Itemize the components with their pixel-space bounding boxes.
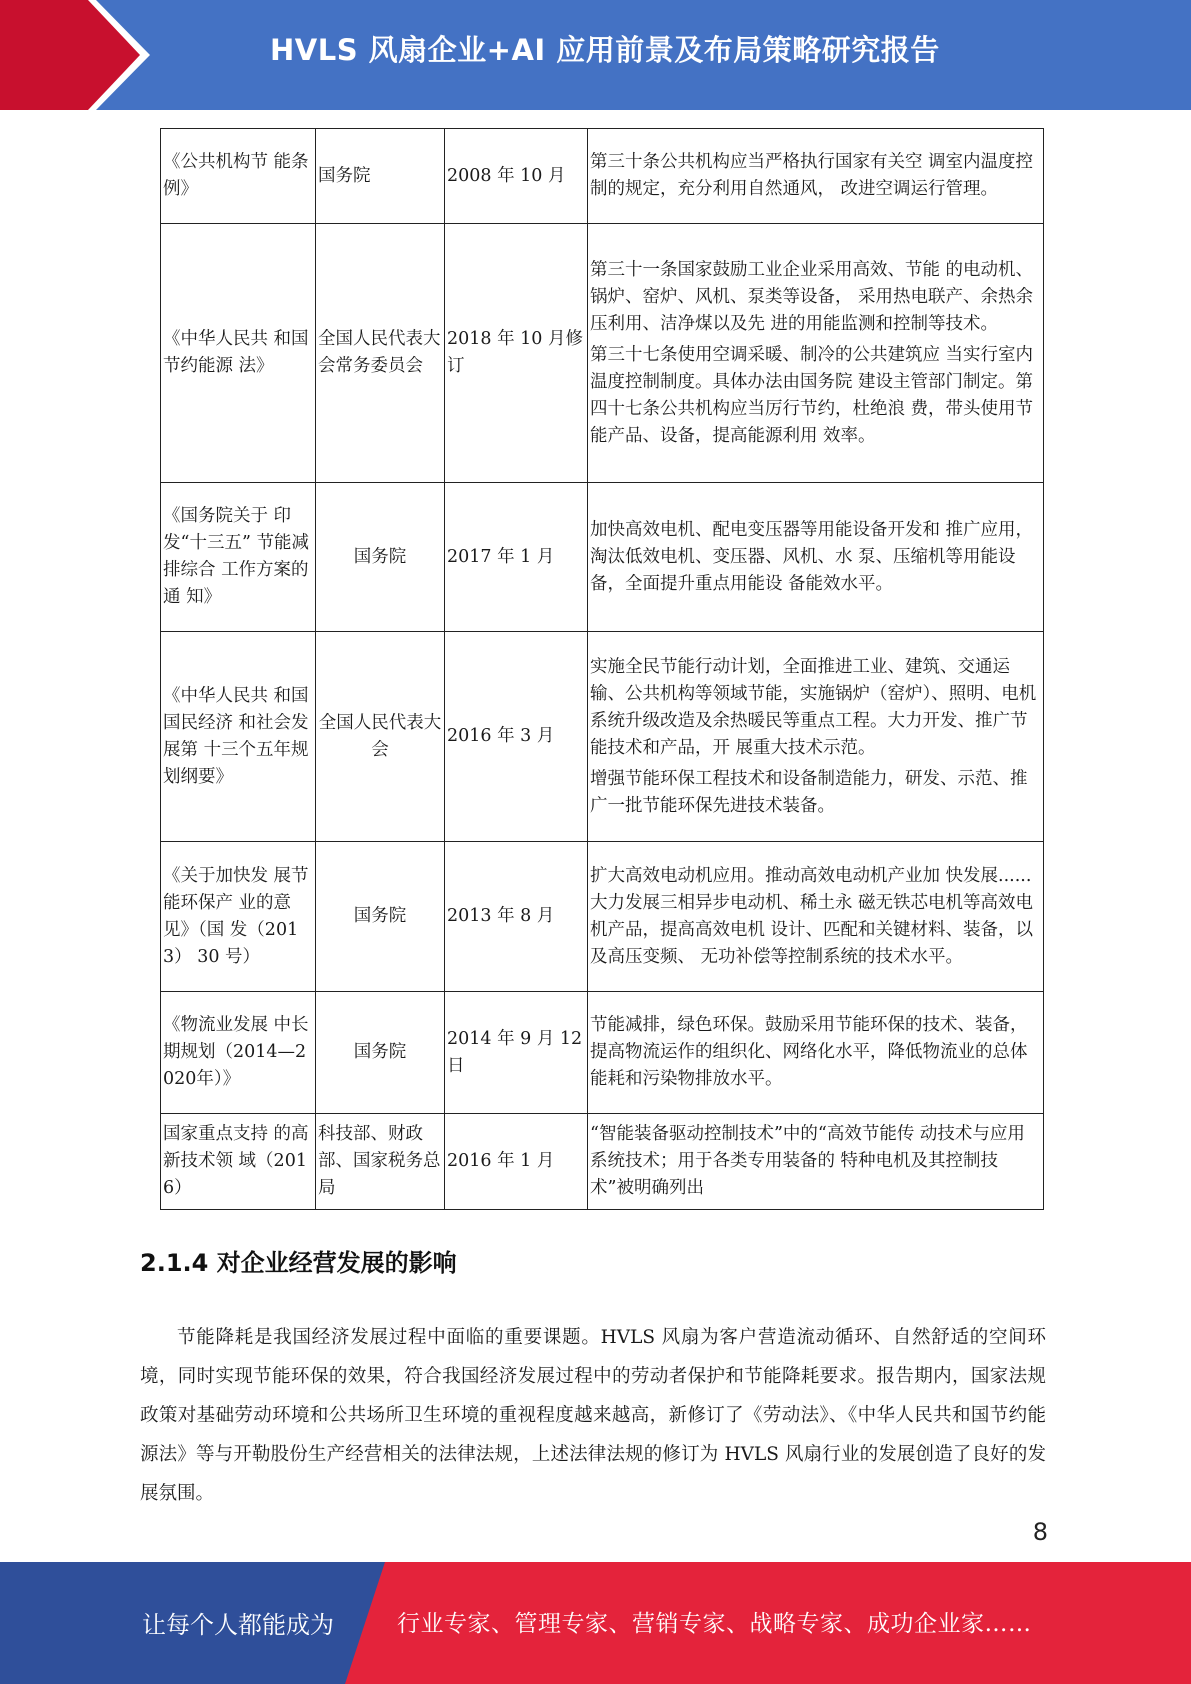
- policy-name-cell: 《关于加快发 展节能环保产 业的意见》（国 发（2013） 30 号）: [161, 842, 316, 992]
- policy-name-cell: 《中华人民共 和国节约能源 法》: [161, 224, 316, 483]
- content-cell: [588, 632, 1044, 842]
- content-paragraph: 增强节能环保工程技术和设备制造能力，研发、示范、推广一批节能环保先进技术装备。: [590, 768, 1028, 816]
- content-paragraph: 扩大高效电动机应用。推动高效电动机产业加 快发展......大力发展三相异步电动机、稀土永 磁无铁芯电机等高效电机产品，提高高效电机 设计、匹配和关键材料、装备，以及高压变频、 无功补偿等控制系统的技术水平。: [590, 865, 1034, 967]
- content-paragraph: 实施全民节能行动计划，全面推进工业、建筑、交通运输、公共机构等领域节能，实施锅炉（窑炉）、照明、电机系统升级改造及余热暖民等重点工程。大力开发、推广节能技术和产品，开 展重大技术示范。: [590, 656, 1037, 758]
- table-row: [161, 224, 1044, 483]
- content-cell: [588, 483, 1044, 632]
- policy-name-cell: 《国务院关于 印发“十三五” 节能减排综合 工作方案的通 知》: [161, 483, 316, 632]
- issuer-cell: 科技部、财政部、国家税务总局: [316, 1114, 445, 1210]
- content-cell: [588, 224, 1044, 483]
- table-row: [161, 992, 1044, 1114]
- page-number: 8: [1032, 1518, 1048, 1546]
- footer-slogan-right: 行业专家、管理专家、营销专家、战略专家、成功企业家……: [397, 1611, 1032, 1637]
- table-row: [161, 842, 1044, 992]
- table-row: [161, 632, 1044, 842]
- table-row: [161, 1114, 1044, 1210]
- content-paragraph: 第三十条公共机构应当严格执行国家有关空 调室内温度控制的规定，充分利用自然通风， 改进空调运行管理。: [590, 152, 1034, 199]
- policy-table: [160, 128, 1044, 1210]
- section-heading: 2.1.4 对企业经营发展的影响: [140, 1249, 457, 1277]
- date-cell: 2018 年 10 月修订: [445, 224, 588, 483]
- date-cell: 2008 年 10 月: [445, 129, 588, 224]
- policy-name-cell: 国家重点支持 的高新技术领 域（2016）: [161, 1114, 316, 1210]
- table-row: [161, 129, 1044, 224]
- content-paragraph: 第三十七条使用空调采暖、制冷的公共建筑应 当实行室内温度控制制度。具体办法由国务院 建设主管部门制定。第四十七条公共机构应当厉行节约，杜绝浪 费，带头使用节能产品、设备，提高能源利用 效率。: [590, 344, 1034, 446]
- date-cell: 2016 年 3 月: [445, 632, 588, 842]
- section-paragraph: 节能降耗是我国经济发展过程中面临的重要课题。HVLS 风扇为客户营造流动循环、自然舒适的空间环境，同时实现节能环保的效果，符合我国经济发展过程中的劳动者保护和节能降耗要求。报告期内，国家法规政策对基础劳动环境和公共场所卫生环境的重视程度越来越高，新修订了《劳动法》、《中华人民共和国节约能源法》等与开勒股份生产经营相关的法律法规，上述法律法规的修订为 HVLS 风扇行业的发展创造了良好的发展氛围。: [140, 1327, 1046, 1504]
- issuer-cell: 全国人民代表大会常务委员会: [316, 224, 445, 483]
- content-paragraph: 节能减排，绿色环保。鼓励采用节能环保的技术、装备，提高物流运作的组织化、网络化水平，降低物流业的总体能耗和污染物排放水平。: [590, 1015, 1028, 1089]
- issuer-cell: 国务院: [316, 842, 445, 992]
- policy-name-cell: 《物流业发展 中长期规划（2014—2020年）》: [161, 992, 316, 1114]
- issuer-cell: 国务院: [316, 129, 445, 224]
- table-row: [161, 483, 1044, 632]
- date-cell: 2014 年 9 月 12 日: [445, 992, 588, 1114]
- content-cell: [588, 842, 1044, 992]
- content-paragraph: 加快高效电机、配电变压器等用能设备开发和 推广应用，淘汰低效电机、变压器、风机、水 泵、压缩机等用能设备，全面提升重点用能设 备能效水平。: [590, 519, 1034, 594]
- issuer-cell: 全国人民代表大会: [316, 632, 445, 842]
- report-title: HVLS 风扇企业+AI 应用前景及布局策略研究报告: [270, 33, 940, 67]
- date-cell: 2013 年 8 月: [445, 842, 588, 992]
- date-cell: 2016 年 1 月: [445, 1114, 588, 1210]
- footer-slogan-left: 让每个人都能成为: [142, 1611, 334, 1639]
- issuer-cell: 国务院: [316, 483, 445, 632]
- content-cell: [588, 129, 1044, 224]
- content-paragraph: 第三十一条国家鼓励工业企业采用高效、节能 的电动机、锅炉、窑炉、风机、泵类等设备， 采用热电联产、余热余压利用、洁净煤以及先 进的用能监测和控制等技术。: [590, 259, 1034, 334]
- policy-name-cell: 《中华人民共 和国国民经济 和社会发展第 十三个五年规 划纲要》: [161, 632, 316, 842]
- page-header: [0, 0, 1191, 110]
- issuer-cell: 国务院: [316, 992, 445, 1114]
- date-cell: 2017 年 1 月: [445, 483, 588, 632]
- content-cell: [588, 1114, 1044, 1210]
- content-paragraph: “智能装备驱动控制技术”中的“高效节能传 动技术与应用系统技术；用于各类专用装备的 特种电机及其控制技术”被明确列出: [590, 1124, 1025, 1198]
- content-cell: [588, 992, 1044, 1114]
- policy-name-cell: 《公共机构节 能条例》: [161, 129, 316, 224]
- page-footer: [0, 1562, 1191, 1684]
